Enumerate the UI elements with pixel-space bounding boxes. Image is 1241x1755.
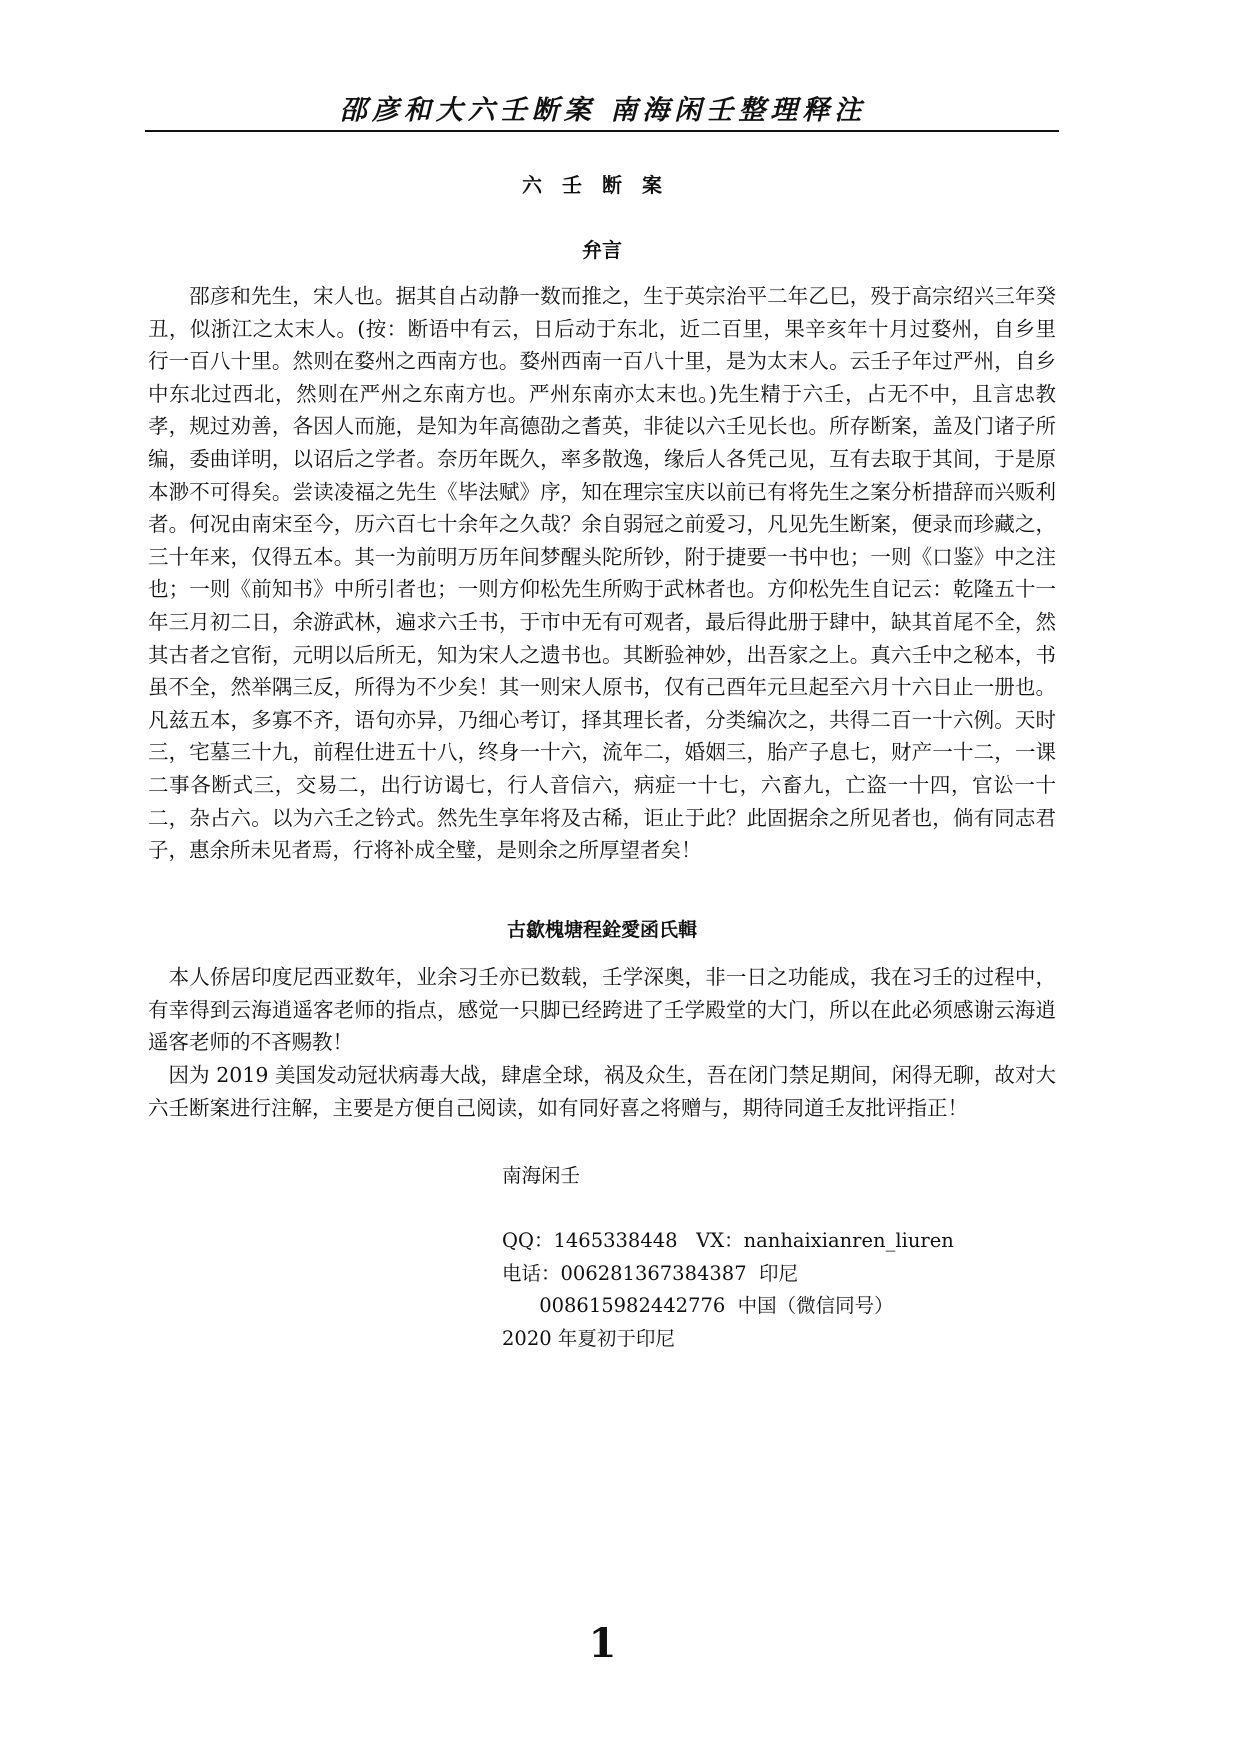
annotator-text-1: 本人侨居印度尼西亚数年，业余习壬亦已数载，壬学深奥，非一日之功能成，我在习壬的过程中，有幸得到云海逍遥客老师的指点，感觉一只脚已经跨进了壬学殿堂的大门，所以在此必须感谢云海逍遥客老师的不吝赐教！ [148,965,1056,1055]
page-number: 1 [588,1620,617,1667]
preface-author: 古歙槐塘程銓愛函氏輯 [506,919,697,941]
running-header: 邵彦和大六壬断案 南海闲壬整理释注 [339,95,867,126]
preface-text: 邵彦和先生，宋人也。据其自占动静一数而推之，生于英宗治平二年乙巳，殁于高宗绍兴三年癸丑，似浙江之太末人。(按：断语中有云，日后动于东北，近二百里，果辛亥年十月过婺州，自乡里行一百八十里。然则在婺州之西南方也。婺州西南一百八十里，是为太末人。云壬子年过严州，自乡中东北过西北，然则在严州之东南方也。严州东南亦太末也。)先生精于六壬，占无不中，且言忠教孝，规过劝善，各因人而施，是知为年高德劭之耆英，非徒以六壬见长也。所存断案，盖及门诸子所编，委曲详明，以诏后之学者。奈历年既久，率多散逸，缘后人各凭己见，互有去取于其间，于是原本渺不可得矣。尝读凌福之先生《毕法赋》序，知在理宗宝庆以前已有将先生之案分析措辞而兴贩利者。何况由南宋至今，历六百七十余年之久哉？余自弱冠之前爱习，凡见先生断案，便录而珍藏之，三十年来，仅得五本。其一为前明万历年间梦醒头陀所钞，附于捷要一书中也；一则《口鉴》中之注也；一则《前知书》中所引者也；一则方仰松先生所购于武林者也。方仰松先生自记云：乾隆五十一年三月初二日，余游武林，遍求六壬书，于市中无有可观者，最后得此册于肆中，缺其首尾不全，然其古者之官衔，元明以后所无，知为宋人之遗书也。其断验神妙，出吾家之上。真六壬中之秘本，书虽不全，然举隅三反，所得为不少矣！其一则宋人原书，仅有己酉年元旦起至六月十六日止一册也。凡兹五本，多寡不齐，语句亦异，乃细心考订，择其理长者，分类编次之，共得二百一十六例。天时三，宅墓三十九，前程仕进五十八，终身一十六，流年二，婚姻三，胎产子息七，财产一十二，一课二事各断式三，交易二，出行访谒七，行人音信六，病症一十七，六畜九，亡盗一十四，官讼一十二，杂占六。以为六壬之钤式。然先生享年将及古稀，讵止于此？此固据余之所见者也，倘有同志君子，惠余所未见者焉，行将补成全璧，是则余之所厚望者矣！ [148,284,1056,863]
annotator-text-2: 因为 2019 美国发动冠状病毒大战，肆虐全球，祸及众生，吾在闭门禁足期间，闲得无聊，故对大六壬断案进行注解，主要是方便自己阅读，如有同好喜之将赠与，期待同道壬友批评指正！ [148,1063,1056,1120]
preface-paragraph [148,280,1056,867]
annotator-paragraph-1 [148,961,1056,1059]
header-divider [145,130,1059,132]
signoff-name: 南海闲壬 [502,1164,581,1187]
contact-qq: QQ：1465338448 VX：nanhaixianren_liuren [502,1229,954,1252]
contact-phone-china: 008615982442776 中国（微信同号） [502,1294,894,1317]
contact-phone-indonesia: 电话：006281367384387 印尼 [502,1262,798,1285]
annotator-paragraph-2 [148,1059,1056,1124]
preface-heading: 弁言 [582,238,622,262]
signoff-date: 2020 年夏初于印尼 [502,1327,675,1350]
document-title: 六壬断案 [522,173,682,197]
